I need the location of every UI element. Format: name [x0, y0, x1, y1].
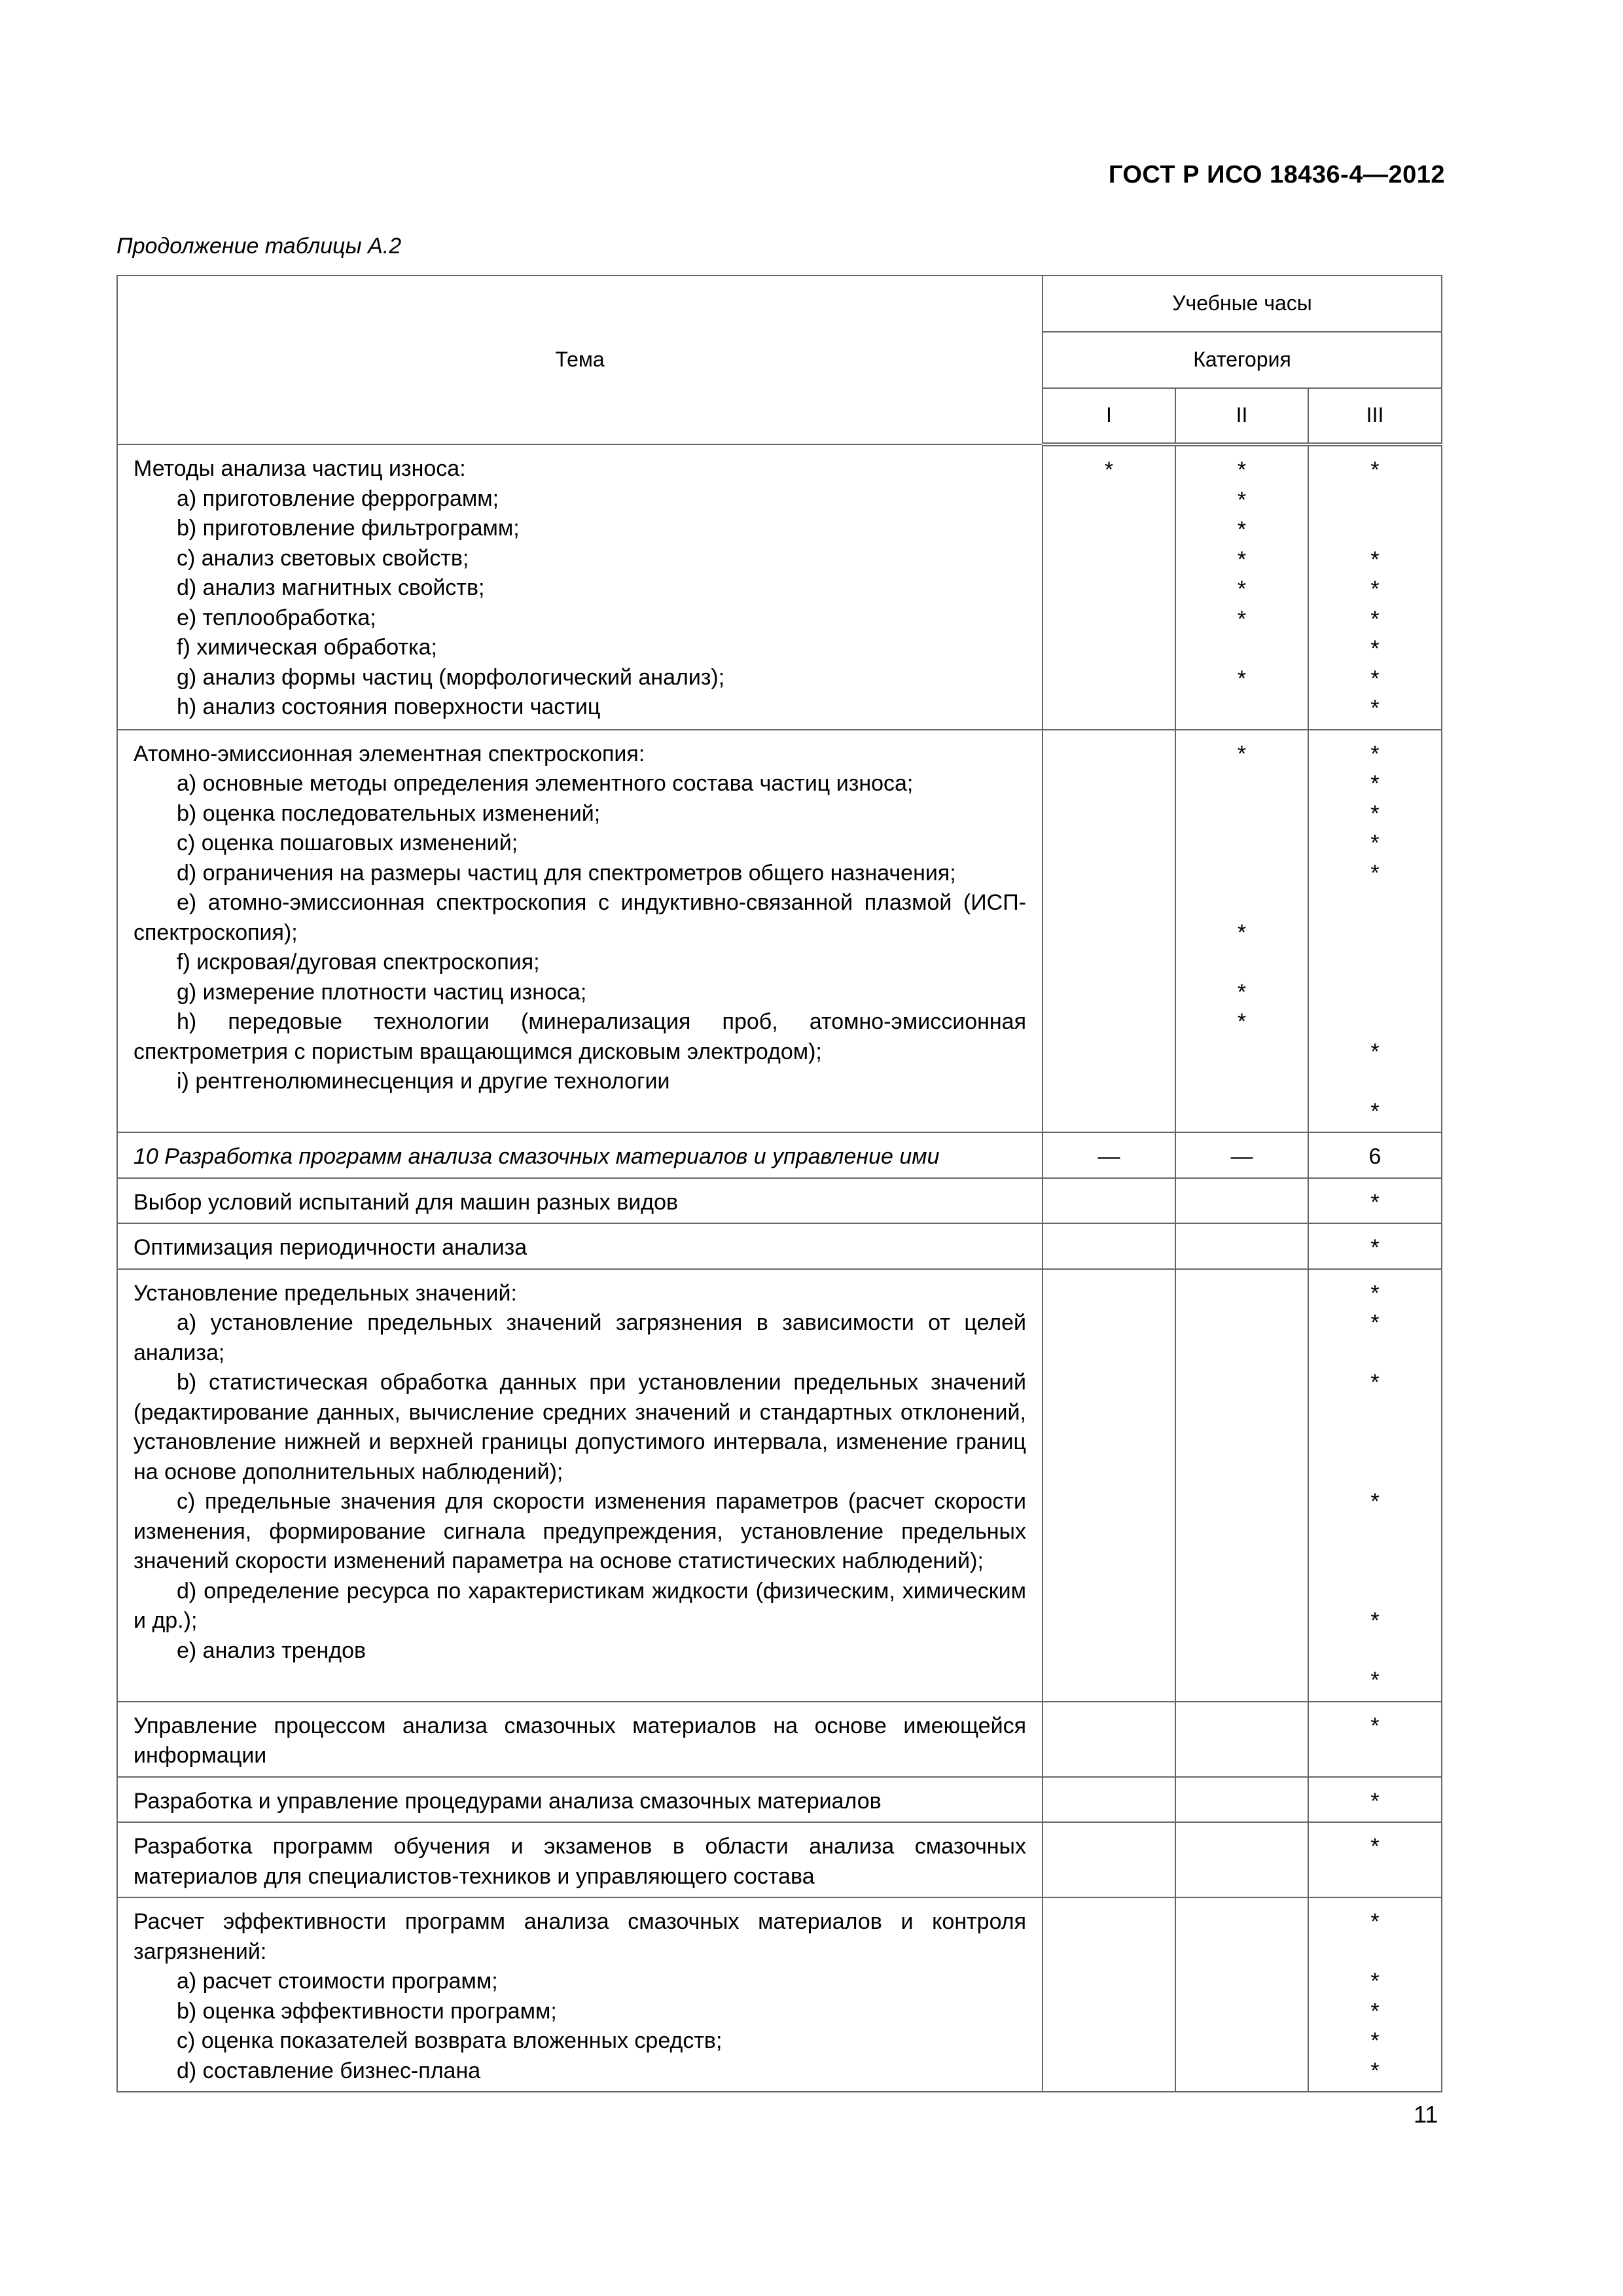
mark-asterisk: *	[1370, 2058, 1380, 2083]
table-row	[117, 1897, 1442, 2092]
column-header-training-hours: Учебные часы	[1043, 276, 1442, 332]
topic-line: Атомно-эмиссионная элементная спектроскопия:	[134, 741, 645, 766]
category-iii-cell	[1308, 1269, 1442, 1702]
topic-line: d) составление бизнес-плана	[177, 2058, 481, 2083]
mark-asterisk: *	[1370, 1608, 1380, 1633]
mark-asterisk: *	[1104, 457, 1114, 482]
category-i-cell	[1043, 1822, 1175, 1897]
mark-empty	[1309, 1007, 1441, 1037]
category-i-cell	[1043, 444, 1175, 730]
topic-line: h) передовые технологии (минерализация проб, атомно-эмиссионная спектрометрия с пористым вращающимся дисковым электродом);	[134, 1009, 1026, 1064]
dash-mark: —	[1230, 1144, 1253, 1169]
mark-empty	[1309, 948, 1441, 978]
category-iii-cell	[1308, 444, 1442, 730]
hours-value: 6	[1368, 1144, 1382, 1169]
topic-line: Установление предельных значений:	[134, 1280, 517, 1306]
category-iii-cell	[1308, 730, 1442, 1133]
category-ii-cell	[1175, 1777, 1308, 1823]
topic-line: Методы анализа частиц износа:	[134, 456, 466, 481]
topic-cell: Выбор условий испытаний для машин разных видов	[117, 1178, 1043, 1224]
category-iii-cell	[1308, 1822, 1442, 1897]
mark-asterisk: *	[1370, 1039, 1380, 1064]
table-row	[117, 730, 1442, 1133]
mark-empty	[1309, 1517, 1441, 1547]
mark-asterisk: *	[1237, 577, 1247, 601]
mark-asterisk: *	[1370, 457, 1380, 482]
topic-line: e) атомно-эмиссионная спектроскопия с индуктивно-связанной плазмой (ИСП-спектроскопия);	[134, 890, 1026, 945]
column-header-category-i: I	[1043, 388, 1175, 444]
page-number: 11	[1414, 2101, 1438, 2128]
mark-empty	[1309, 1458, 1441, 1488]
training-hours-table	[116, 275, 1442, 2092]
mark-empty	[1309, 1577, 1441, 1607]
topic-cell: Разработка программ обучения и экзаменов в области анализа смазочных материалов для специалистов-техников и управляющего состава	[117, 1822, 1043, 1897]
topic-line: e) теплообработка;	[177, 605, 376, 630]
mark-asterisk: *	[1237, 606, 1247, 632]
topic-line: e) анализ трендов	[177, 1638, 366, 1663]
topic-cell	[117, 444, 1043, 730]
category-i-cell	[1043, 1132, 1175, 1178]
category-i-cell	[1043, 1777, 1175, 1823]
topic-line: b) оценка эффективности программ;	[177, 1998, 557, 2024]
topic-line: i) рентгенолюминесценция и другие технологии	[177, 1069, 670, 1094]
mark-asterisk: *	[1370, 771, 1380, 796]
table-row	[117, 1777, 1442, 1823]
mark-asterisk: *	[1370, 1489, 1380, 1514]
topic-line: c) оценка показателей возврата вложенных средств;	[177, 2028, 722, 2053]
category-iii-cell	[1308, 1702, 1442, 1777]
mark-empty	[1309, 1547, 1441, 1577]
mark-empty	[1309, 1067, 1441, 1097]
category-i-cell	[1043, 1178, 1175, 1224]
category-i-cell	[1043, 730, 1175, 1133]
topic-line: d) определение ресурса по характеристикам жидкости (физическим, химическим и др.);	[134, 1578, 1026, 1633]
mark-asterisk: *	[1370, 1668, 1380, 1693]
mark-empty	[1309, 1398, 1441, 1428]
mark-asterisk: *	[1370, 1280, 1380, 1306]
mark-empty	[1176, 769, 1308, 799]
mark-empty	[1309, 1427, 1441, 1458]
mark-asterisk: *	[1370, 1098, 1380, 1124]
topic-line: c) предельные значения для скорости изменения параметров (расчет скорости изменения, формирование сигнала предупреждения, установление предельных значений скорости изменений параметра на основе статистических наблюдений);	[134, 1489, 1026, 1573]
mark-asterisk: *	[1370, 577, 1380, 601]
dash-mark: —	[1097, 1144, 1120, 1169]
column-header-category-iii: III	[1308, 388, 1442, 444]
mark-asterisk: *	[1237, 517, 1247, 542]
mark-empty	[1309, 1636, 1441, 1666]
category-ii-cell	[1175, 730, 1308, 1133]
table-row	[117, 1702, 1442, 1777]
category-i-cell	[1043, 1897, 1175, 2092]
topic-cell	[117, 730, 1043, 1133]
section-heading-cell: 10 Разработка программ анализа смазочных материалов и управление ими	[117, 1132, 1043, 1178]
topic-line: a) приготовление феррограмм;	[177, 486, 499, 511]
column-header-category-ii: II	[1175, 388, 1308, 444]
category-iii-cell	[1308, 1223, 1442, 1269]
topic-line: c) оценка пошаговых изменений;	[177, 831, 518, 855]
topic-line: c) анализ световых свойств;	[177, 545, 469, 571]
mark-empty	[1309, 486, 1441, 516]
category-ii-cell	[1175, 1223, 1308, 1269]
mark-asterisk: *	[1370, 636, 1380, 661]
topic-cell	[117, 1269, 1043, 1702]
mark-empty	[1309, 1338, 1441, 1369]
mark-asterisk: *	[1370, 696, 1380, 721]
topic-line: h) анализ состояния поверхности частиц	[177, 694, 601, 719]
table-row	[117, 1822, 1442, 1897]
mark-asterisk: *	[1370, 860, 1380, 886]
topic-line: d) анализ магнитных свойств;	[177, 575, 485, 600]
mark-asterisk: *	[1370, 1998, 1380, 2024]
mark-empty	[1176, 859, 1308, 889]
topic-cell: Разработка и управление процедурами анализа смазочных материалов	[117, 1777, 1043, 1823]
table-row	[117, 1132, 1442, 1178]
topic-cell: Оптимизация периодичности анализа	[117, 1223, 1043, 1269]
column-header-topic: Тема	[117, 276, 1043, 444]
category-i-cell	[1043, 1702, 1175, 1777]
category-iii-cell	[1308, 1777, 1442, 1823]
mark-empty	[1309, 1937, 1441, 1967]
table-continuation-caption: Продолжение таблицы А.2	[116, 234, 402, 259]
mark-asterisk: *	[1237, 457, 1247, 482]
mark-asterisk: *	[1370, 741, 1380, 766]
topic-line: g) анализ формы частиц (морфологический анализ);	[177, 664, 725, 690]
topic-line: b) статистическая обработка данных при установлении предельных значений (редактирование данных, вычисление средних значений и стандартных отклонений, установление нижней и верхней границы допустимого интервала, изменение границ на основе дополнительных наблюдений);	[134, 1370, 1026, 1484]
category-ii-cell	[1175, 1132, 1308, 1178]
mark-empty	[1176, 888, 1308, 918]
mark-asterisk: *	[1370, 1370, 1380, 1395]
mark-empty	[1309, 978, 1441, 1008]
mark-empty	[1309, 918, 1441, 948]
mark-asterisk: *	[1370, 1788, 1380, 1814]
mark-asterisk: *	[1370, 547, 1380, 572]
topic-line: b) оценка последовательных изменений;	[177, 800, 601, 826]
topic-line: a) установление предельных значений загрязнения в зависимости от целей анализа;	[134, 1310, 1026, 1365]
mark-asterisk: *	[1370, 1310, 1380, 1335]
topic-line: b) приготовление фильтрограмм;	[177, 516, 520, 541]
mark-empty	[1309, 888, 1441, 918]
mark-asterisk: *	[1237, 920, 1247, 945]
mark-empty	[1176, 948, 1308, 978]
mark-asterisk: *	[1237, 487, 1247, 512]
category-ii-cell	[1175, 1178, 1308, 1224]
category-ii-cell	[1175, 1897, 1308, 2092]
topic-line: a) расчет стоимости программ;	[177, 1969, 498, 1994]
topic-line: g) измерение плотности частиц износа;	[177, 979, 587, 1005]
topic-line: f) искровая/дуговая спектроскопия;	[177, 950, 540, 975]
category-iii-cell	[1308, 1178, 1442, 1224]
category-iii-cell	[1308, 1132, 1442, 1178]
mark-asterisk: *	[1237, 547, 1247, 572]
category-i-cell	[1043, 1269, 1175, 1702]
mark-asterisk: *	[1237, 666, 1247, 691]
document-id: ГОСТ Р ИСО 18436-4—2012	[1108, 161, 1445, 188]
topic-cell	[117, 1897, 1043, 2092]
table-row	[117, 1178, 1442, 1224]
topic-line: Расчет эффективности программ анализа смазочных материалов и контроля загрязнений:	[134, 1909, 1026, 1964]
mark-empty	[1309, 515, 1441, 545]
table-row	[117, 1269, 1442, 1702]
table-row	[117, 1223, 1442, 1269]
mark-asterisk: *	[1370, 1909, 1380, 1934]
category-i-cell	[1043, 1223, 1175, 1269]
category-ii-cell	[1175, 1269, 1308, 1702]
mark-asterisk: *	[1237, 1009, 1247, 1034]
category-ii-cell	[1175, 1702, 1308, 1777]
mark-asterisk: *	[1237, 979, 1247, 1005]
mark-empty	[1176, 634, 1308, 664]
mark-asterisk: *	[1370, 606, 1380, 632]
mark-empty	[1176, 799, 1308, 829]
table-row	[117, 444, 1442, 730]
mark-asterisk: *	[1370, 2028, 1380, 2053]
mark-asterisk: *	[1370, 800, 1380, 826]
mark-asterisk: *	[1237, 741, 1247, 766]
category-ii-cell	[1175, 1822, 1308, 1897]
mark-asterisk: *	[1370, 666, 1380, 691]
topic-line: a) основные методы определения элементного состава частиц износа;	[177, 771, 914, 796]
category-ii-cell	[1175, 444, 1308, 730]
topic-line: d) ограничения на размеры частиц для спектрометров общего назначения;	[177, 860, 956, 886]
mark-asterisk: *	[1370, 1834, 1380, 1859]
mark-asterisk: *	[1370, 1235, 1380, 1260]
mark-asterisk: *	[1370, 1713, 1380, 1738]
topic-line: f) химическая обработка;	[177, 635, 437, 660]
mark-asterisk: *	[1370, 1189, 1380, 1215]
topic-cell: Управление процессом анализа смазочных материалов на основе имеющейся информации	[117, 1702, 1043, 1777]
mark-empty	[1176, 829, 1308, 859]
column-header-category: Категория	[1043, 332, 1442, 388]
mark-asterisk: *	[1370, 1969, 1380, 1994]
category-iii-cell	[1308, 1897, 1442, 2092]
mark-asterisk: *	[1370, 831, 1380, 855]
